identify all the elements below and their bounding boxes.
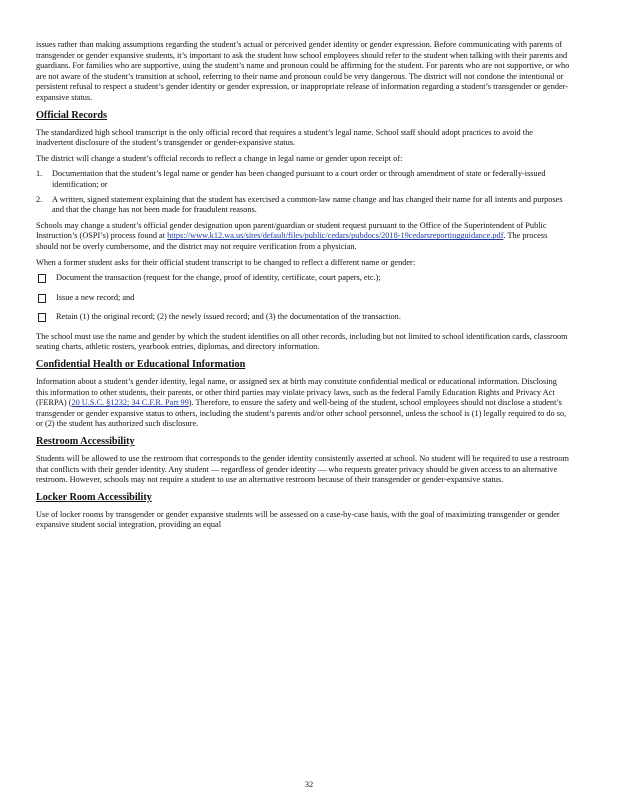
restroom-accessibility-paragraph: Students will be allowed to use the restroom that corresponds to the gender identity consistently asserted at school. No student will be required to use a restroom that conflicts with their gender identity. Any student — regardless of gender identity — who requests greater privacy should be given access to an alternative restroom. However, schools may not require a student to use an alternative restroom because of their transgender or gender-expansive status.	[36, 454, 569, 485]
ospi-text-after: . The process should not be overly cumbersome, and the district may not require verification from a physician.	[36, 231, 548, 251]
checkbox-bullet-icon	[38, 294, 46, 303]
bullet-text: Retain (1) the original record; (2) the newly issued record; and (3) the documentation of the transaction.	[56, 312, 401, 322]
official-records-paragraph-3	[36, 221, 570, 253]
official-records-numbered-list	[36, 169, 570, 215]
restroom-accessibility-heading: Restroom Accessibility	[36, 436, 135, 448]
ferpa-citation-link[interactable]: 20 U.S.C. §1232; 34 C.F.R. Part 99	[71, 398, 189, 408]
page-number: 32	[304, 780, 314, 789]
official-records-paragraph-1: The standardized high school transcript is the only official record that requires a student’s legal name. School staff should adopt practices to avoid the inadvertent disclosure of the student’s transgender or gender-expansive status.	[36, 127, 533, 148]
numbered-list-item	[36, 195, 570, 216]
official-records-heading: Official Records	[36, 109, 108, 121]
intro-paragraph: issues rather than making assumptions regarding the student’s actual or perceived gender identity or gender expression. Before communicating with parents of transgender or gender expansive students, it’s important to ask the student how school employees should refer to the student when talking with their parents and guardians. For families who are supportive, using the student’s name and pronoun could be affirming for the student. For parents who are not supportive, or who are not aware of the student’s transition at school, referring to their name and pronoun could be very dangerous. The district will not condone the intentional or persistent refusal to respect a student’s gender identity or gender expression, or inappropriate release of information regarding a student’s transgender or gender-expansive status.	[36, 40, 570, 102]
numbered-list-item	[36, 169, 570, 190]
ferpa-text-after: ). Therefore, to ensure the safety and well-being of the student, school employees should not disclose a student’s transgender or gender expansive status to others, including the student’s parents and/or other school personnel, unless the school is (1) legally required to do so, or (2) the student has authorized such disclosure.	[36, 398, 567, 429]
checkbox-bullet-icon	[38, 274, 46, 283]
list-number: 1.	[36, 169, 43, 179]
official-records-paragraph-4: When a former student asks for their official student transcript to be changed to reflect a different name or gender:	[36, 257, 416, 267]
ospi-text-before: Schools may change a student’s official gender designation upon parent/guardian or student request pursuant to the Office of the Superintendent of Public Instruction’s (OSPI’s) process found at	[36, 220, 547, 241]
page-content	[36, 40, 570, 536]
confidential-info-heading: Confidential Health or Educational Information	[36, 359, 246, 371]
bullet-text: Issue a new record; and	[56, 292, 135, 302]
ferpa-text-before: Information about a student’s gender identity, legal name, or assigned sex at birth may constitute confidential medical or educational information. Disclosing this information to other students, their parents, or other third parties may violate privacy laws, such as the federal Family Education Rights and Privacy Act (FERPA) (	[36, 377, 557, 408]
bullet-item	[36, 312, 570, 323]
confidential-info-paragraph	[36, 377, 570, 430]
bullet-item	[36, 293, 570, 304]
bullet-text: Document the transaction (request for the change, proof of identity, certificate, court papers, etc.);	[56, 273, 381, 283]
list-item-text: Documentation that the student’s legal name or gender has been changed pursuant to a court order or through amendment of state or federally-issued identification; or	[52, 169, 546, 189]
official-records-paragraph-5: The school must use the name and gender by which the student identifies on all other records, including but not limited to school identification cards, classroom seating charts, athletic rosters, yearbook entries, diplomas, and directory information.	[36, 331, 568, 352]
list-number: 2.	[36, 194, 43, 204]
bullet-item	[36, 273, 570, 284]
locker-room-accessibility-paragraph: Use of locker rooms by transgender or gender expansive students will be assessed on a case-by-case basis, with the goal of maximizing transgender or gender expansive student social integration, providing an equal	[36, 509, 560, 530]
list-item-text: A written, signed statement explaining that the student has exercised a common-law name change and has changed their name for all intents and purposes and that the change has not been made for fraudulent reasons.	[52, 194, 563, 215]
official-records-paragraph-2: The district will change a student’s official records to reflect a change in legal name or gender upon receipt of:	[36, 153, 403, 163]
ospi-guidance-link[interactable]: https://www.k12.wa.us/sites/default/files/public/cedars/pubdocs/2018-19cedarsreportingguidance.pdf	[167, 231, 504, 241]
locker-room-accessibility-heading: Locker Room Accessibility	[36, 491, 152, 503]
transcript-bullet-list	[36, 273, 570, 323]
checkbox-bullet-icon	[38, 313, 46, 322]
